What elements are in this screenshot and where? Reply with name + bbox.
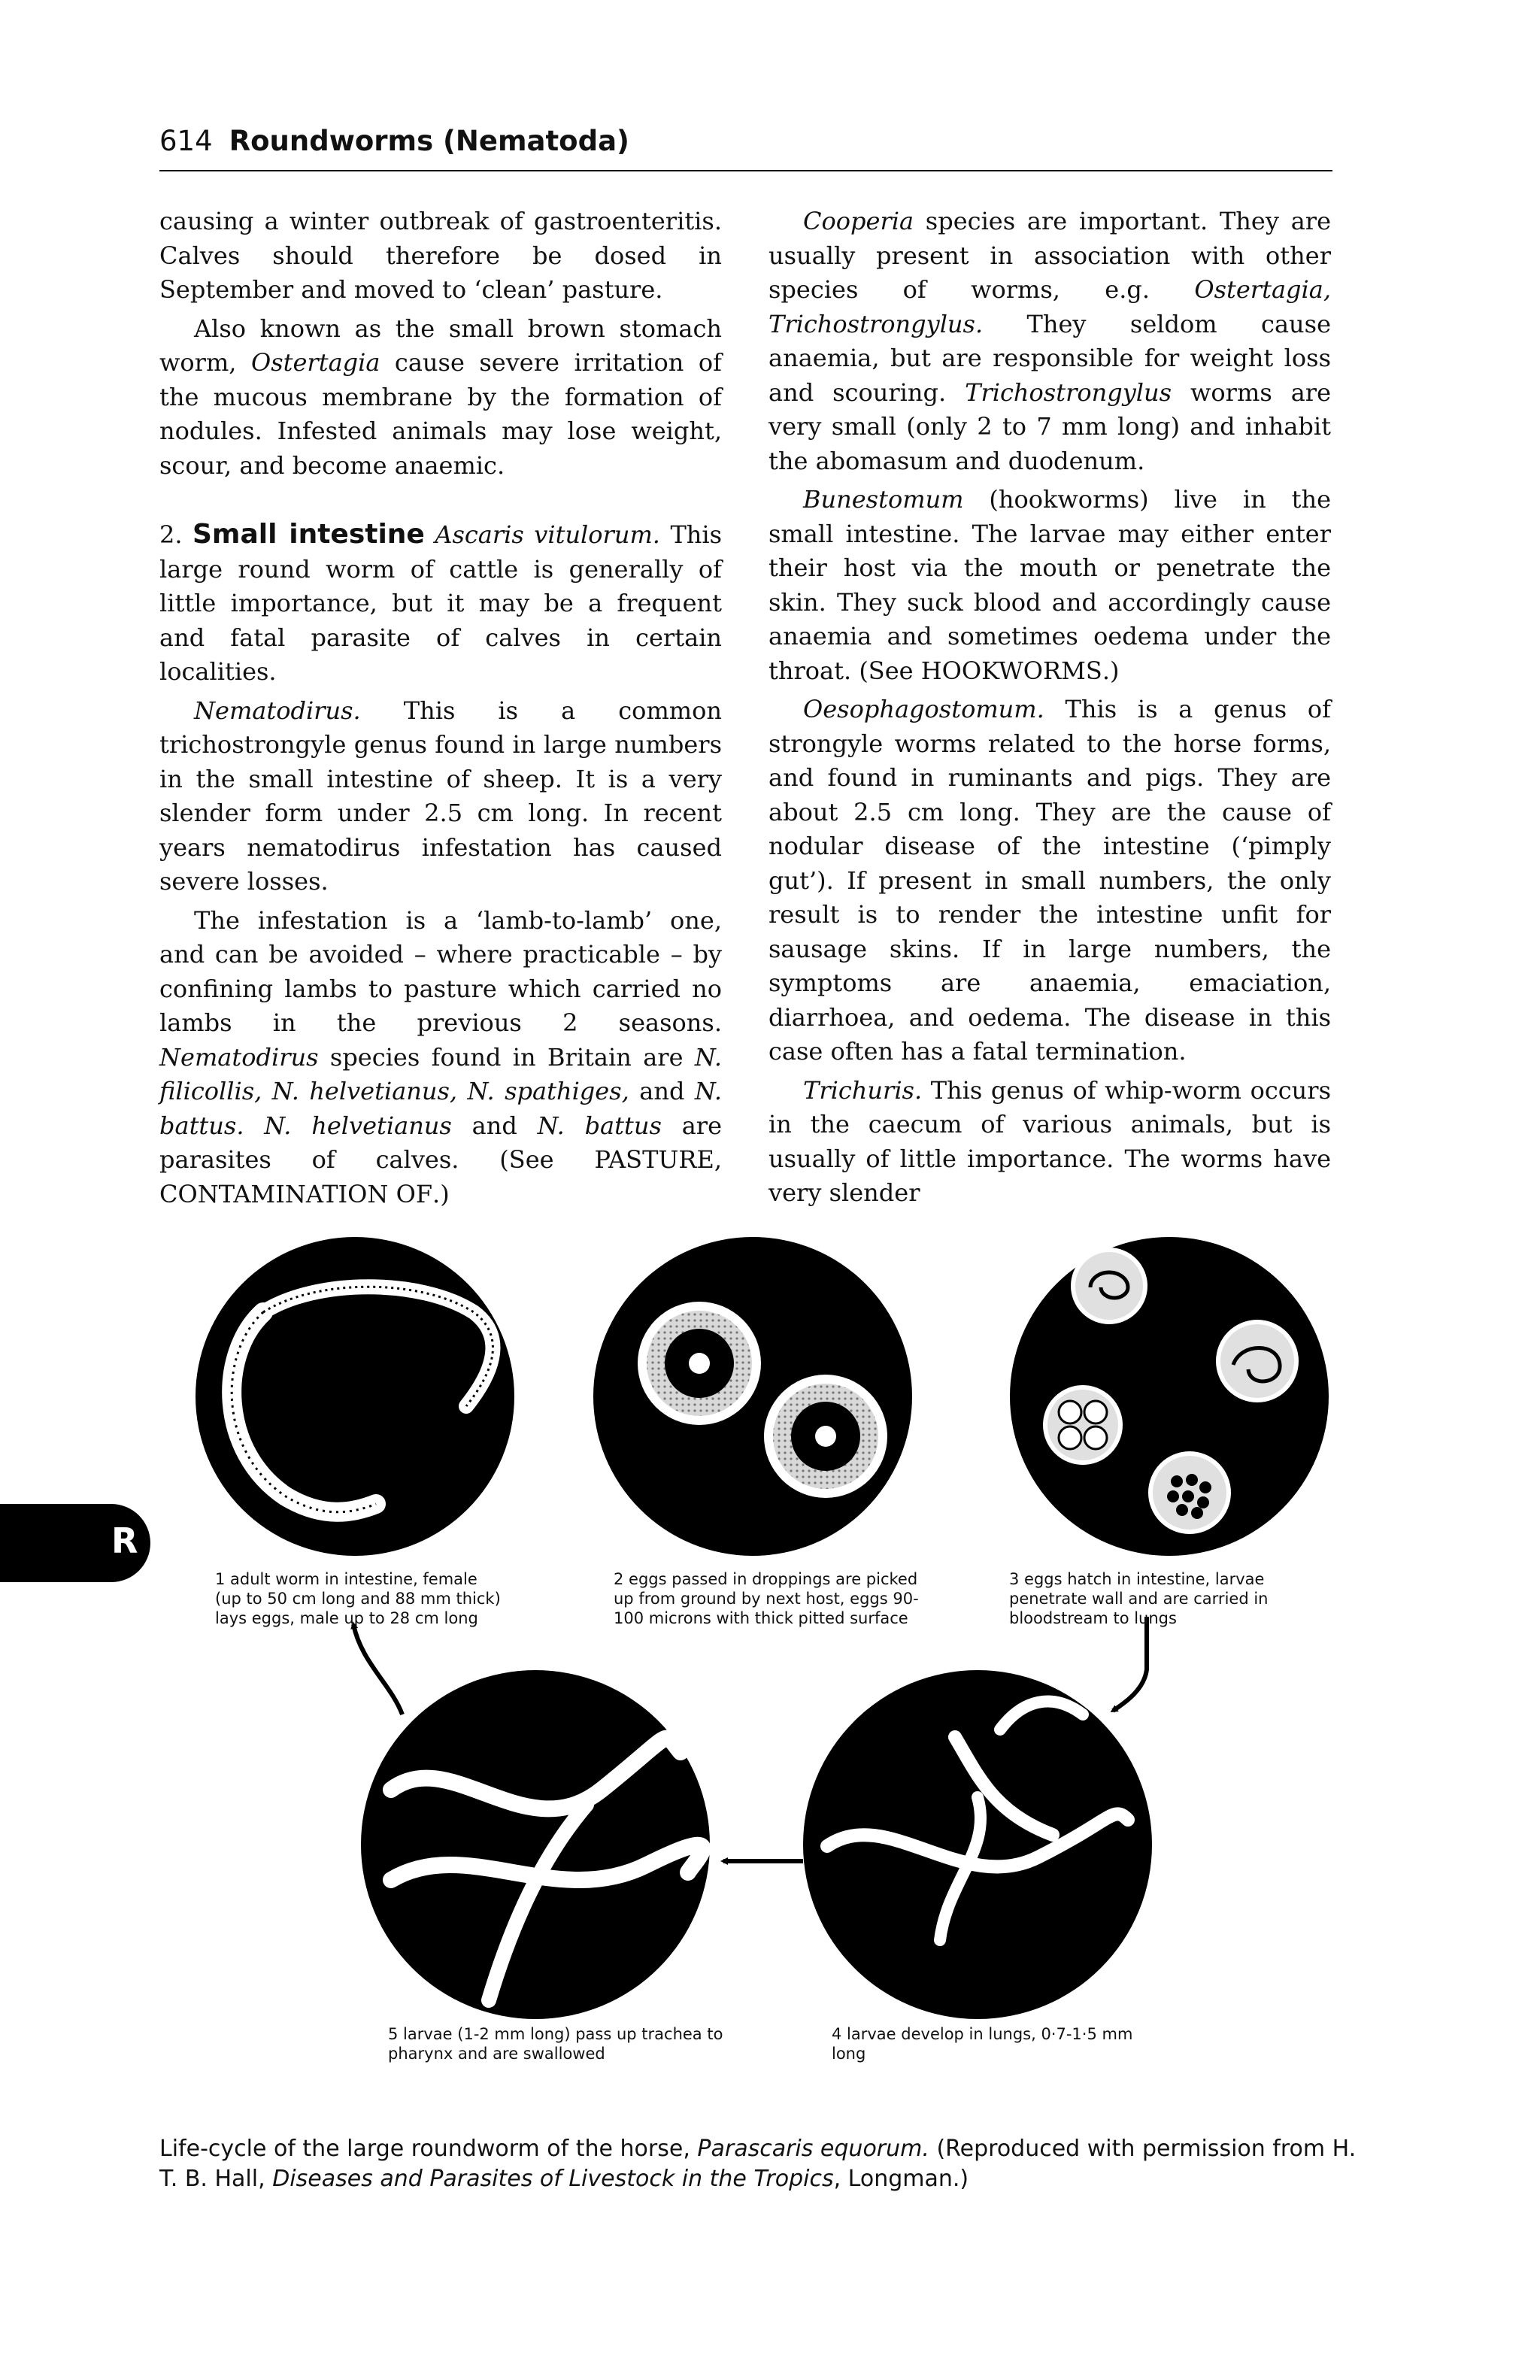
stage-1-circle <box>196 1237 514 1556</box>
stage-3-circle <box>1010 1237 1329 1556</box>
stage-4-circle <box>803 1670 1152 2019</box>
arrow-3-to-4 <box>1113 1617 1147 1711</box>
stage-5-label: 5 larvae (1-2 mm long) pass up trachea to pharynx and are swallowed <box>388 2025 723 2063</box>
page-number: 614 <box>159 125 213 157</box>
stage-5-circle <box>361 1670 710 2019</box>
section-number: 2. <box>159 520 192 549</box>
section-title: Small intestine <box>192 519 425 550</box>
running-title: Roundworms (Nematoda) <box>229 125 629 157</box>
section-heading-paragraph: 2. Small intestine Ascaris vitulorum. This large round worm of cattle is generally of little importance, but it may be a frequent and fatal parasite of calves in certain localities. <box>159 519 723 686</box>
paragraph: Oesophagostomum. This is a genus of strongyle worms related to the horse forms, and found in ruminants and pigs. They are about 2.5 cm long. They are the cause of nodular disease of the intestine (‘pimply gut’). If present in small numbers, the only result is to render the intestine unfit for sausage skins. If in large numbers, the symptoms are anaemia, emaciation, diarrhoea, and oedema. The disease in this case often has a fatal termination. <box>768 695 1331 1066</box>
cross-reference: PASTURE, CONTAMINATION OF <box>159 1145 723 1208</box>
paragraph: Cooperia species are important. They are usually present in association with other species of worms, e.g. Ostertagia, Trichostrongylus. They seldom cause anaemia, but are responsible for weight loss and scouring. Trichostrongylus worms are very small (only 2 to 7 mm long) and inhabit the abomasum and duodenum. <box>768 207 1332 475</box>
figure-caption: Life-cycle of the large roundworm of the horse, Parascaris equorum. (Reproduced with permission from H. T. B. Hall, Diseases and Parasites of Livestock in the Tropics, Longman.) <box>159 2136 1357 2192</box>
cross-reference: HOOKWORMS <box>920 656 1102 685</box>
arrow-5-to-1 <box>353 1624 402 1715</box>
paragraph: Also known as the small brown stomach worm, Ostertagia cause severe irritation of the mucous membrane by the formation of nodules. Infested animals may lose weight, scour, and become anaemic. <box>159 314 723 480</box>
paragraph: causing a winter outbreak of gastroenteritis. Calves should therefore be dosed in September and moved to ‘clean’ pasture. <box>159 207 722 304</box>
stage-1-label: 1 adult worm in intestine, female (up to 50 cm long and 88 mm thick) lays eggs, male up to 28 cm long <box>215 1570 501 1627</box>
stage-4-label: 4 larvae develop in lungs, 0·7-1·5 mm long <box>832 2025 1133 2063</box>
stage-2-label: 2 eggs passed in droppings are picked up from ground by next host, eggs 90-100 microns with thick pitted surface <box>614 1570 919 1627</box>
paragraph: Trichuris. This genus of whip-worm occurs in the caecum of various animals, but is usually of little importance. The worms have very slender <box>768 1075 1331 1207</box>
paragraph: Bunestomum (hookworms) live in the small intestine. The larvae may either enter their host via the mouth or penetrate the skin. They suck blood and accordingly cause anaemia and sometimes oedema under the throat. (See HOOKWORMS.) <box>768 485 1331 685</box>
paragraph: The infestation is a ‘lamb-to-lamb’ one, and can be avoided – where practicable – by confining lambs to pasture which carried no lambs in the previous 2 seasons. Nematodirus species found in Britain are N. filicollis, N. helvetianus, N. spathiges, and N. battus. N. helvetianus and N. battus are parasites of calves. (See PASTURE, CONTAMINATION OF.) <box>159 905 723 1208</box>
stage-3-label: 3 eggs hatch in intestine, larvae penetrate wall and are carried in bloodstream to lungs <box>1009 1570 1269 1627</box>
thumb-index-letter: R <box>111 1520 138 1561</box>
paragraph: Nematodirus. This is a common trichostrongyle genus found in large numbers in the small intestine of sheep. It is a very slender form under 2.5 cm long. In recent years nematodirus infestation has caused severe losses. <box>159 696 722 896</box>
stage-2-circle <box>593 1237 912 1556</box>
